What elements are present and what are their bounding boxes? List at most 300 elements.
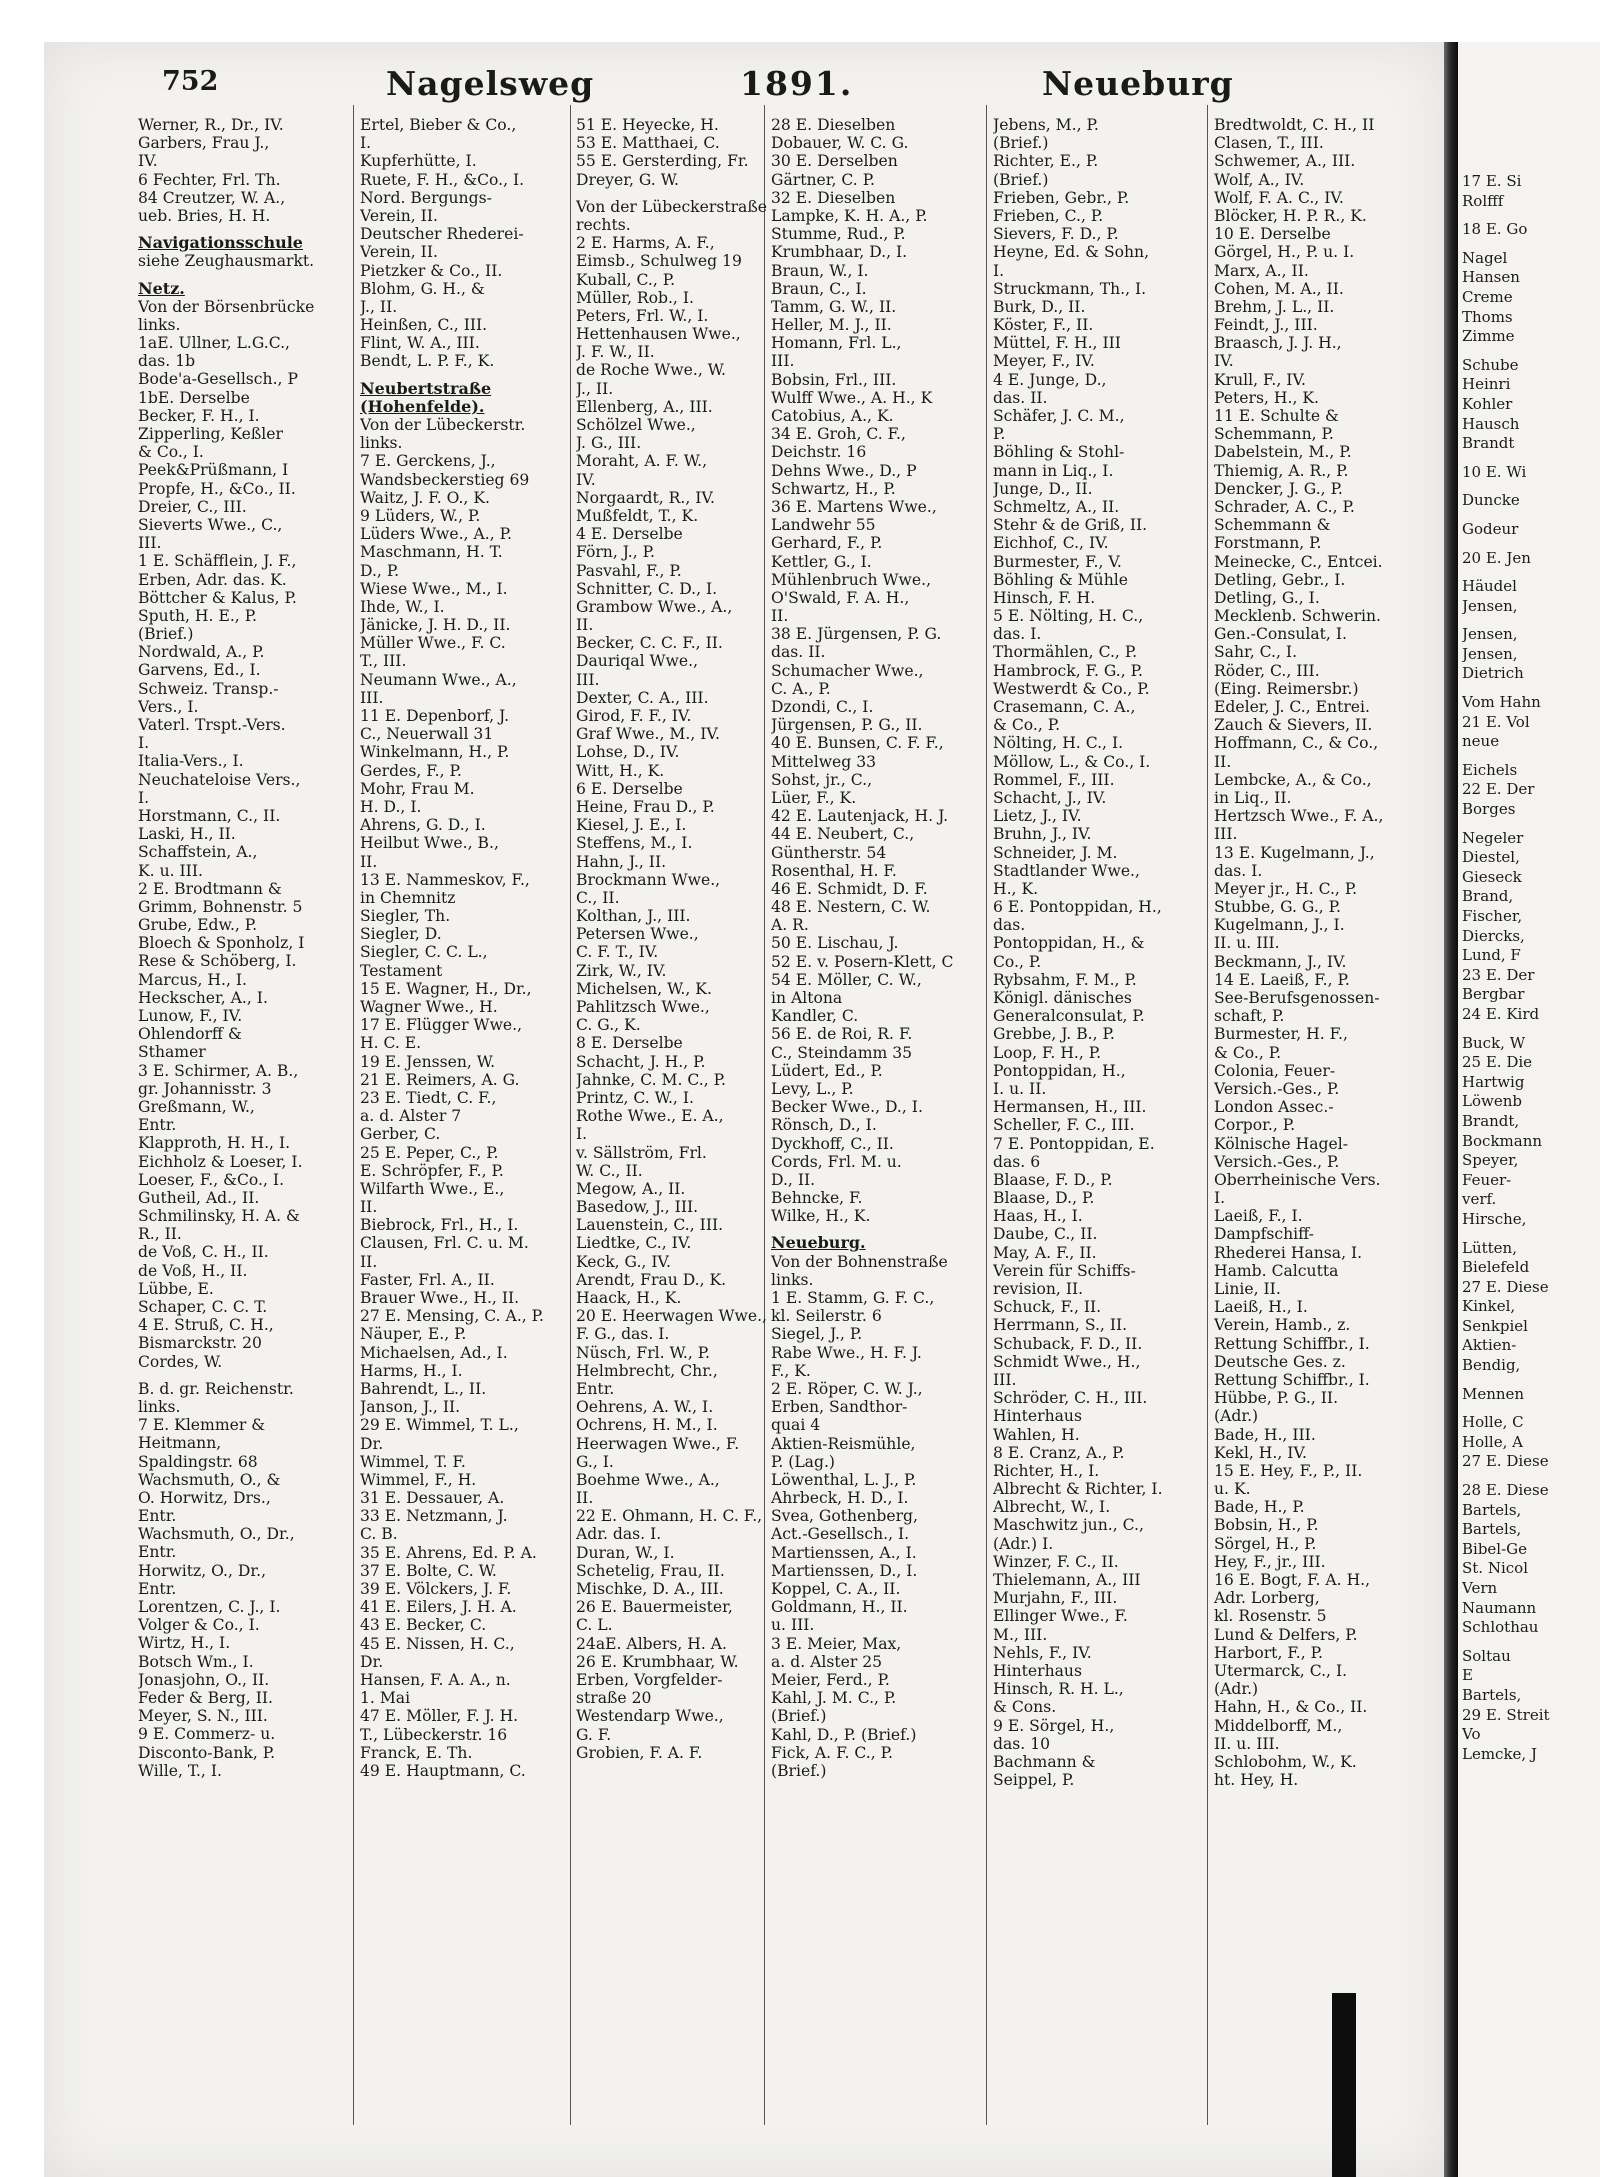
fragment-line: Borges bbox=[1462, 800, 1516, 819]
entry-line: 45 E. Nissen, H. C., bbox=[360, 1634, 515, 1653]
entry-line: Wilke, H., K. bbox=[771, 1207, 871, 1226]
entry-line: Ruete, F. H., &Co., I. bbox=[360, 170, 525, 189]
entry-line: Entr. bbox=[138, 1116, 177, 1135]
entry-line: R., II. bbox=[138, 1225, 182, 1244]
entry-line: Megow, A., II. bbox=[576, 1179, 686, 1198]
entry-line: & Co., P. bbox=[1214, 1043, 1282, 1062]
entry-line: D., II. bbox=[771, 1170, 816, 1189]
entry-line: Mohr, Frau M. bbox=[360, 779, 475, 798]
entry-line: Schemmann & bbox=[1214, 516, 1331, 535]
entry-line: Jonasjohn, O., II. bbox=[138, 1670, 270, 1689]
entry-line: Stubbe, G. G., P. bbox=[1214, 898, 1341, 917]
column-divider bbox=[1207, 105, 1208, 2125]
fragment-line: 28 E. Diese bbox=[1462, 1481, 1549, 1500]
entry-line: a. d. Alster 7 bbox=[360, 1107, 462, 1126]
entry-line: Hinterhaus bbox=[993, 1407, 1082, 1426]
entry-line: Heckscher, A., I. bbox=[138, 988, 268, 1007]
entry-line: 84 Creutzer, W. A., bbox=[138, 188, 286, 207]
fragment-line: Brandt bbox=[1462, 434, 1515, 453]
entry-line: Kiesel, J. E., I. bbox=[576, 816, 687, 835]
entry-line: Löwenthal, L. J., P. bbox=[771, 1470, 917, 1489]
fragment-line: Hausch bbox=[1462, 414, 1520, 433]
entry-line: C. L. bbox=[576, 1616, 613, 1635]
entry-line: H., K. bbox=[993, 879, 1039, 898]
entry-line: Sieverts Wwe., C., bbox=[138, 515, 283, 534]
entry-line: Witt, H., K. bbox=[576, 761, 665, 780]
entry-line: 24aE. Albers, H. A. bbox=[576, 1634, 727, 1653]
entry-line: Schwemer, A., III. bbox=[1214, 152, 1356, 171]
entry-line: J. G., III. bbox=[576, 434, 642, 453]
entry-line: links. bbox=[360, 434, 403, 453]
entry-line: Heinßen, C., III. bbox=[360, 316, 488, 335]
entry-line: 55 E. Gersterding, Fr. bbox=[576, 152, 749, 171]
entry-line: Clausen, Frl. C. u. M. bbox=[360, 1234, 529, 1253]
entry-line: 1. Mai bbox=[360, 1689, 411, 1708]
fragment-line: Brandt, bbox=[1462, 1111, 1520, 1130]
fragment-line: Dietrich bbox=[1462, 664, 1524, 683]
entry-line: Mecklenb. Schwerin. bbox=[1214, 607, 1382, 626]
entry-line: 9 Lüders, W., P. bbox=[360, 506, 481, 525]
directory-column-6 bbox=[1214, 116, 1383, 1789]
entry-line: Rönsch, D., I. bbox=[771, 1116, 877, 1135]
entry-line: Ihde, W., I. bbox=[360, 597, 445, 616]
entry-line: Deichstr. 16 bbox=[771, 443, 867, 462]
entry-line: Entr. bbox=[138, 1579, 177, 1598]
entry-line: Murjahn, F., III. bbox=[993, 1589, 1118, 1608]
entry-line: Von der Lübeckerstraße bbox=[576, 197, 767, 216]
entry-line: B. d. gr. Reichenstr. bbox=[138, 1379, 294, 1398]
entry-line: Rommel, F., III. bbox=[993, 770, 1115, 789]
entry-line: straße 20 bbox=[576, 1689, 652, 1708]
directory-year: 1891. bbox=[740, 64, 854, 103]
entry-line: Schaffstein, A., bbox=[138, 843, 258, 862]
entry-line: Siegler, C. C. L., bbox=[360, 943, 488, 962]
entry-line: Braasch, J. J. H., bbox=[1214, 334, 1342, 353]
entry-line: Laeiß, H., I. bbox=[1214, 1298, 1308, 1317]
entry-line: Thielemann, A., III bbox=[993, 1571, 1141, 1589]
entry-line: Meyer jr., H. C., P. bbox=[1214, 879, 1358, 898]
entry-line: Krull, F., IV. bbox=[1214, 370, 1306, 389]
fragment-line: Löwenb bbox=[1462, 1092, 1522, 1111]
entry-line: Act.-Gesellsch., I. bbox=[771, 1525, 910, 1544]
entry-line: Schaper, C. C. T. bbox=[138, 1298, 268, 1316]
entry-line: 16 E. Bogt, F. A. H., bbox=[1214, 1571, 1371, 1589]
entry-line: Linie, II. bbox=[1214, 1280, 1281, 1298]
entry-line: Heitmann, bbox=[138, 1434, 222, 1453]
entry-line: Dehns Wwe., D., P bbox=[771, 461, 917, 480]
entry-line: Mußfeldt, T., K. bbox=[576, 506, 699, 525]
entry-line: Dyckhoff, C., II. bbox=[771, 1134, 894, 1153]
entry-line: ht. Hey, H. bbox=[1214, 1771, 1299, 1790]
fragment-line: Vom Hahn bbox=[1462, 693, 1541, 712]
spacer bbox=[1462, 1230, 1550, 1239]
fragment-line: Vern bbox=[1462, 1579, 1498, 1597]
entry-line: Utermarck, C., I. bbox=[1214, 1661, 1348, 1680]
entry-line: Ellinger Wwe., F. bbox=[993, 1607, 1128, 1626]
entry-line: Wulff Wwe., A. H., K bbox=[771, 388, 933, 407]
entry-line: Becker, C. C. F., II. bbox=[576, 634, 723, 653]
fragment-line: Speyer, bbox=[1462, 1151, 1519, 1170]
entry-line: Dreier, C., III. bbox=[138, 497, 247, 516]
entry-line: Colonia, Feuer- bbox=[1214, 1061, 1336, 1080]
entry-line: das. II. bbox=[993, 388, 1048, 407]
entry-line: & Co., P. bbox=[993, 716, 1061, 735]
entry-line: Güntherstr. 54 bbox=[771, 843, 887, 862]
entry-line: Brehm, J. L., II. bbox=[1214, 297, 1335, 316]
entry-line: Testament bbox=[360, 961, 443, 980]
entry-line: Heilbut Wwe., B., bbox=[360, 834, 499, 853]
entry-line: Hinsch, F. H. bbox=[993, 588, 1096, 607]
entry-line: Zauch & Sievers, II. bbox=[1214, 716, 1373, 735]
entry-line: Hamb. Calcutta bbox=[1214, 1261, 1339, 1280]
entry-line: 53 E. Matthaei, C. bbox=[576, 134, 720, 153]
entry-line: Scheller, F. C., III. bbox=[993, 1116, 1135, 1135]
entry-line: 29 E. Wimmel, T. L., bbox=[360, 1416, 519, 1435]
entry-line: Kekl, H., IV. bbox=[1214, 1443, 1307, 1462]
spacer bbox=[1462, 1472, 1550, 1481]
entry-line: Albrecht & Richter, I. bbox=[993, 1480, 1163, 1499]
entry-line: Schneider, J. M. bbox=[993, 843, 1118, 862]
entry-line: Wirtz, H., I. bbox=[138, 1634, 231, 1653]
entry-line: das. 1b bbox=[138, 352, 196, 371]
entry-line: Dauriqal Wwe., bbox=[576, 652, 699, 671]
entry-line: Entr. bbox=[138, 1507, 177, 1526]
entry-line: Spaldingstr. 68 bbox=[138, 1452, 258, 1471]
entry-line: u. K. bbox=[1214, 1480, 1251, 1499]
entry-line: II. bbox=[360, 852, 378, 871]
entry-line: Fick, A. F. C., P. bbox=[771, 1743, 893, 1762]
entry-line: Peters, H., K. bbox=[1214, 388, 1319, 407]
entry-line: Richter, E., P. bbox=[993, 152, 1099, 171]
entry-line: Schetelig, Frau, II. bbox=[576, 1561, 725, 1580]
entry-line: 15 E. Wagner, H., Dr., bbox=[360, 979, 532, 998]
entry-line: Bahrendt, L., II. bbox=[360, 1379, 487, 1398]
spacer bbox=[1462, 1376, 1550, 1385]
entry-line: Schuck, F., II. bbox=[993, 1298, 1102, 1317]
entry-line: I. u. II. bbox=[993, 1079, 1047, 1098]
entry-line: Rese & Schöberg, I. bbox=[138, 952, 297, 971]
fragment-line: Schube bbox=[1462, 355, 1519, 374]
entry-line: Zirk, W., IV. bbox=[576, 961, 667, 980]
entry-line: Michaelsen, Ad., I. bbox=[360, 1343, 508, 1362]
entry-line: 41 E. Eilers, J. H. A. bbox=[360, 1598, 517, 1617]
entry-line: in Liq., II. bbox=[1214, 788, 1292, 807]
entry-line: Laeiß, F., I. bbox=[1214, 1207, 1303, 1226]
entry-line: Bobsin, H., P. bbox=[1214, 1516, 1319, 1535]
spacer bbox=[1462, 1025, 1550, 1034]
entry-line: 38 E. Jürgensen, P. G. bbox=[771, 625, 942, 644]
entry-line: Navigationsschule bbox=[138, 234, 303, 253]
entry-line: Bredtwoldt, C. H., II bbox=[1214, 116, 1375, 134]
entry-line: Lüdert, Ed., P. bbox=[771, 1061, 883, 1080]
entry-line: Hoffmann, C., & Co., bbox=[1214, 734, 1379, 753]
entry-line: Detling, G., I. bbox=[1214, 588, 1320, 607]
entry-line: Burmester, F., V. bbox=[993, 552, 1122, 571]
entry-line: P. bbox=[993, 425, 1006, 444]
entry-line: I. bbox=[1214, 1189, 1226, 1208]
entry-line: Lüer, F., K. bbox=[771, 788, 857, 807]
entry-line: Sputh, H. E., P. bbox=[138, 606, 257, 625]
entry-line: Görgel, H., P. u. I. bbox=[1214, 243, 1355, 262]
entry-line: Pontoppidan, H., & bbox=[993, 934, 1145, 953]
entry-line: Levy, L., P. bbox=[771, 1079, 854, 1098]
entry-line: Winkelmann, H., P. bbox=[360, 743, 510, 762]
entry-line: Peek&Prüßmann, I bbox=[138, 461, 289, 480]
entry-line: Brockmann Wwe., bbox=[576, 870, 721, 889]
entry-line: Deutsche Ges. z. bbox=[1214, 1352, 1346, 1371]
entry-line: Lembcke, A., & Co., bbox=[1214, 770, 1372, 789]
fragment-line: Bartels, bbox=[1462, 1520, 1522, 1539]
fragment-line: Hartwig bbox=[1462, 1072, 1525, 1091]
entry-line: 26 E. Krumbhaar, W. bbox=[576, 1652, 739, 1671]
entry-line: Braun, W., I. bbox=[771, 261, 869, 280]
entry-line: Stadtlander Wwe., bbox=[993, 861, 1140, 880]
entry-line: Haas, H., I. bbox=[993, 1207, 1083, 1226]
entry-line: Von der Börsenbrücke bbox=[138, 297, 315, 316]
entry-line: I. bbox=[138, 734, 150, 753]
entry-line: Krumbhaar, D., I. bbox=[771, 243, 908, 262]
entry-line: Botsch Wm., I. bbox=[138, 1652, 254, 1671]
entry-line: 1 E. Stamm, G. F. C., bbox=[771, 1289, 935, 1307]
entry-line: ueb. Bries, H. H. bbox=[138, 206, 271, 225]
entry-line: 9 E. Sörgel, H., bbox=[993, 1716, 1115, 1735]
entry-line: (Brief.) bbox=[138, 625, 194, 644]
entry-line: Pasvahl, F., P. bbox=[576, 561, 682, 580]
entry-line: das. II. bbox=[771, 643, 826, 662]
entry-line: London Assec.- bbox=[1214, 1098, 1334, 1117]
entry-line: Böhling & Mühle bbox=[993, 570, 1128, 589]
entry-line: 50 E. Lischau, J. bbox=[771, 934, 899, 953]
entry-line: Beckmann, J., IV. bbox=[1214, 952, 1347, 971]
entry-line: Dencker, J. G., P. bbox=[1214, 479, 1343, 498]
entry-line: 3 E. Schirmer, A. B., bbox=[138, 1061, 299, 1080]
directory-column-2 bbox=[360, 116, 544, 1780]
entry-line: Greßmann, W., bbox=[138, 1097, 255, 1116]
entry-line: Schäfer, J. C. M., bbox=[993, 407, 1125, 425]
entry-line: Röder, C., III. bbox=[1214, 661, 1320, 680]
entry-line: revision, II. bbox=[993, 1280, 1084, 1298]
scan-edge-bar bbox=[1332, 1993, 1356, 2177]
entry-line: Siegler, Th. bbox=[360, 907, 451, 926]
entry-line: Schwartz, H., P. bbox=[771, 479, 896, 498]
entry-line: W. C., II. bbox=[576, 1161, 643, 1180]
entry-line: Müttel, F. H., III bbox=[993, 334, 1121, 353]
entry-line: Bade, H., P. bbox=[1214, 1498, 1305, 1517]
fragment-line: Jensen, bbox=[1462, 596, 1518, 615]
entry-line: Gen.-Consulat, I. bbox=[1214, 625, 1347, 644]
entry-line: Daube, C., II. bbox=[993, 1225, 1098, 1244]
entry-line: 3 E. Meier, Max, bbox=[771, 1634, 902, 1653]
fragment-line: 25 E. Die bbox=[1462, 1053, 1533, 1072]
entry-line: Wachsmuth, O., & bbox=[138, 1470, 281, 1489]
entry-line: Loop, F. H., P. bbox=[993, 1043, 1102, 1062]
entry-line: 30 E. Derselben bbox=[771, 152, 898, 171]
fragment-line: Feuer- bbox=[1462, 1170, 1512, 1189]
entry-line: Propfe, H., &Co., II. bbox=[138, 479, 296, 498]
left-running-title: Nagelsweg bbox=[386, 64, 595, 103]
entry-line: Vers., I. bbox=[138, 697, 199, 716]
entry-line: gr. Johannisstr. 3 bbox=[138, 1079, 272, 1098]
entry-line: Siegel, J., P. bbox=[771, 1325, 863, 1344]
fragment-line: Zimme bbox=[1462, 327, 1515, 346]
book-spine bbox=[1444, 42, 1458, 2177]
entry-line: Koppel, C. A., II. bbox=[771, 1580, 901, 1598]
entry-line: Oberrheinische Vers. bbox=[1214, 1170, 1381, 1189]
entry-line: Pietzker & Co., II. bbox=[360, 261, 503, 280]
entry-line: 6 Fechter, Frl. Th. bbox=[138, 170, 281, 189]
spacer bbox=[1462, 211, 1550, 220]
entry-line: Meier, Ferd., P. bbox=[771, 1670, 890, 1689]
entry-line: Richter, H., I. bbox=[993, 1461, 1100, 1480]
entry-line: 49 E. Hauptmann, C. bbox=[360, 1761, 526, 1780]
entry-line: K. u. III. bbox=[138, 861, 203, 880]
entry-line: Wille, T., I. bbox=[138, 1761, 222, 1780]
entry-line: das. I. bbox=[1214, 861, 1263, 880]
entry-line: Dabelstein, M., P. bbox=[1214, 443, 1352, 462]
entry-line: 34 E. Groh, C. F., bbox=[771, 425, 906, 444]
entry-line: Schmidt Wwe., H., bbox=[993, 1352, 1141, 1371]
entry-line: 27 E. Mensing, C. A., P. bbox=[360, 1307, 544, 1326]
column-divider bbox=[986, 105, 987, 2125]
entry-line: May, A. F., II. bbox=[993, 1243, 1097, 1262]
entry-line: 11 E. Depenborf, J. bbox=[360, 707, 510, 725]
entry-line: u. III. bbox=[771, 1616, 815, 1635]
fragment-line: Fischer, bbox=[1462, 907, 1523, 925]
entry-line: Bachmann & bbox=[993, 1752, 1096, 1771]
entry-line: Klapproth, H. H., I. bbox=[138, 1134, 291, 1153]
entry-line: C., Steindamm 35 bbox=[771, 1043, 913, 1062]
entry-line: 2 E. Brodtmann & bbox=[138, 879, 282, 898]
entry-line: F., K. bbox=[771, 1361, 811, 1380]
entry-line: Von der Lübeckerstr. bbox=[360, 416, 526, 434]
fragment-line: Soltau bbox=[1462, 1646, 1511, 1665]
entry-line: Rothe Wwe., E. A., bbox=[576, 1107, 724, 1126]
entry-line: J., II. bbox=[360, 297, 398, 316]
fragment-line: Mennen bbox=[1462, 1384, 1525, 1403]
entry-line: III. bbox=[993, 1370, 1017, 1389]
entry-line: C. G., K. bbox=[576, 1016, 641, 1035]
entry-line: Lunow, F., IV. bbox=[138, 1007, 243, 1025]
entry-line: II. bbox=[360, 1252, 378, 1271]
entry-line: Böttcher & Kalus, P. bbox=[138, 588, 297, 607]
spacer bbox=[138, 271, 314, 280]
fragment-line: Buck, W bbox=[1462, 1033, 1526, 1052]
entry-line: Bismarckstr. 20 bbox=[138, 1334, 262, 1353]
fragment-line: Creme bbox=[1462, 287, 1513, 306]
entry-line: a. d. Alster 25 bbox=[771, 1652, 883, 1671]
entry-line: I. bbox=[138, 788, 150, 807]
column-divider bbox=[570, 105, 571, 2125]
entry-line: Hermansen, H., III. bbox=[993, 1098, 1147, 1117]
fragment-line: 10 E. Wi bbox=[1462, 462, 1527, 481]
entry-line: Bendt, L. P. F., K. bbox=[360, 352, 495, 371]
fragment-line: 27 E. Diese bbox=[1462, 1277, 1549, 1296]
fragment-line: Hirsche, bbox=[1462, 1209, 1527, 1228]
entry-line: M., III. bbox=[993, 1625, 1048, 1644]
entry-line: Forstmann, P. bbox=[1214, 534, 1322, 553]
entry-line: Disconto-Bank, P. bbox=[138, 1743, 276, 1762]
entry-line: Harbort, F., P. bbox=[1214, 1643, 1323, 1662]
entry-line: D., P. bbox=[360, 561, 400, 580]
entry-line: 35 E. Ahrens, Ed. P. A. bbox=[360, 1543, 537, 1562]
entry-line: Behncke, F. bbox=[771, 1189, 863, 1208]
entry-line: Heerwagen Wwe., F. bbox=[576, 1434, 740, 1453]
entry-line: Arendt, Frau D., K. bbox=[576, 1270, 727, 1289]
entry-line: Martienssen, D., I. bbox=[771, 1561, 918, 1580]
entry-line: Seippel, P. bbox=[993, 1771, 1075, 1790]
entry-line: III. bbox=[771, 352, 795, 371]
entry-line: J. F. W., II. bbox=[576, 343, 655, 362]
entry-line: Gerhard, F., P. bbox=[771, 534, 883, 553]
entry-line: C. F. T., IV. bbox=[576, 943, 659, 962]
entry-line: Dr. bbox=[360, 1652, 384, 1671]
entry-line: II. bbox=[576, 616, 594, 635]
entry-line: Lund & Delfers, P. bbox=[1214, 1625, 1358, 1644]
entry-line: Rosenthal, H. F. bbox=[771, 861, 897, 880]
entry-line: Nölting, H. C., I. bbox=[993, 734, 1124, 753]
entry-line: Co., P. bbox=[993, 952, 1042, 971]
entry-line: Janson, J., II. bbox=[360, 1398, 461, 1417]
entry-line: Kölnische Hagel- bbox=[1214, 1134, 1348, 1153]
entry-line: rechts. bbox=[576, 215, 631, 234]
entry-line: 8 E. Cranz, A., P. bbox=[993, 1443, 1125, 1462]
entry-line: 19 E. Jenssen, W. bbox=[360, 1052, 496, 1071]
entry-line: Winzer, F. C., II. bbox=[993, 1552, 1119, 1571]
entry-line: 25 E. Peper, C., P. bbox=[360, 1143, 499, 1162]
entry-line: Erben, Vorgfelder- bbox=[576, 1670, 723, 1689]
adjacent-page-text bbox=[1462, 172, 1550, 1764]
entry-line: Corpor., P. bbox=[1214, 1116, 1296, 1135]
entry-line: 46 E. Schmidt, D. F. bbox=[771, 879, 928, 898]
entry-line: Neuchateloise Vers., bbox=[138, 770, 301, 789]
entry-line: 6 E. Derselbe bbox=[576, 779, 683, 798]
fragment-line: 27 E. Diese bbox=[1462, 1452, 1549, 1471]
entry-line: Hey, F., jr., III. bbox=[1214, 1552, 1326, 1571]
entry-line: 1 E. Schäfflein, J. F., bbox=[138, 552, 297, 571]
entry-line: Wagner Wwe., H. bbox=[360, 998, 498, 1016]
entry-line: 4 E. Junge, D., bbox=[993, 370, 1107, 389]
entry-line: Middelborff, M., bbox=[1214, 1716, 1343, 1735]
fragment-line: E bbox=[1462, 1666, 1473, 1685]
entry-line: Grube, Edw., P. bbox=[138, 916, 258, 935]
entry-line: Horwitz, O., Dr., bbox=[138, 1561, 267, 1580]
entry-line: Dr. bbox=[360, 1434, 384, 1453]
entry-line: See-Berufsgenossen- bbox=[1214, 989, 1380, 1007]
entry-line: A. R. bbox=[771, 916, 809, 935]
fragment-line: Senkpiel bbox=[1462, 1316, 1528, 1335]
entry-line: Martienssen, A., I. bbox=[771, 1543, 917, 1562]
fragment-line: 23 E. Der bbox=[1462, 965, 1535, 984]
fragment-line: Holle, A bbox=[1462, 1432, 1523, 1451]
entry-line: 36 E. Martens Wwe., bbox=[771, 497, 937, 516]
spacer bbox=[1462, 511, 1550, 520]
entry-line: (Adr.) bbox=[1214, 1407, 1259, 1426]
entry-line: Franck, E. Th. bbox=[360, 1743, 473, 1762]
entry-line: Jänicke, J. H. D., II. bbox=[360, 616, 511, 635]
entry-line: Rybsahm, F. M., P. bbox=[993, 970, 1137, 989]
entry-line: Wolf, F. A. C., IV. bbox=[1214, 188, 1344, 207]
fragment-line: Bendig, bbox=[1462, 1356, 1521, 1375]
entry-line: Clasen, T., III. bbox=[1214, 134, 1324, 153]
entry-line: Rhederei Hansa, I. bbox=[1214, 1243, 1363, 1262]
spacer bbox=[771, 1225, 953, 1234]
entry-line: Thiemig, A. R., P. bbox=[1214, 461, 1349, 480]
entry-line: Keck, G., IV. bbox=[576, 1252, 671, 1271]
entry-line: Frieben, Gebr., P. bbox=[993, 188, 1130, 207]
entry-line: Jebens, M., P. bbox=[993, 116, 1099, 134]
entry-line: Rettung Schiffbr., I. bbox=[1214, 1370, 1370, 1389]
entry-line: Detling, Gebr., I. bbox=[1214, 570, 1346, 589]
